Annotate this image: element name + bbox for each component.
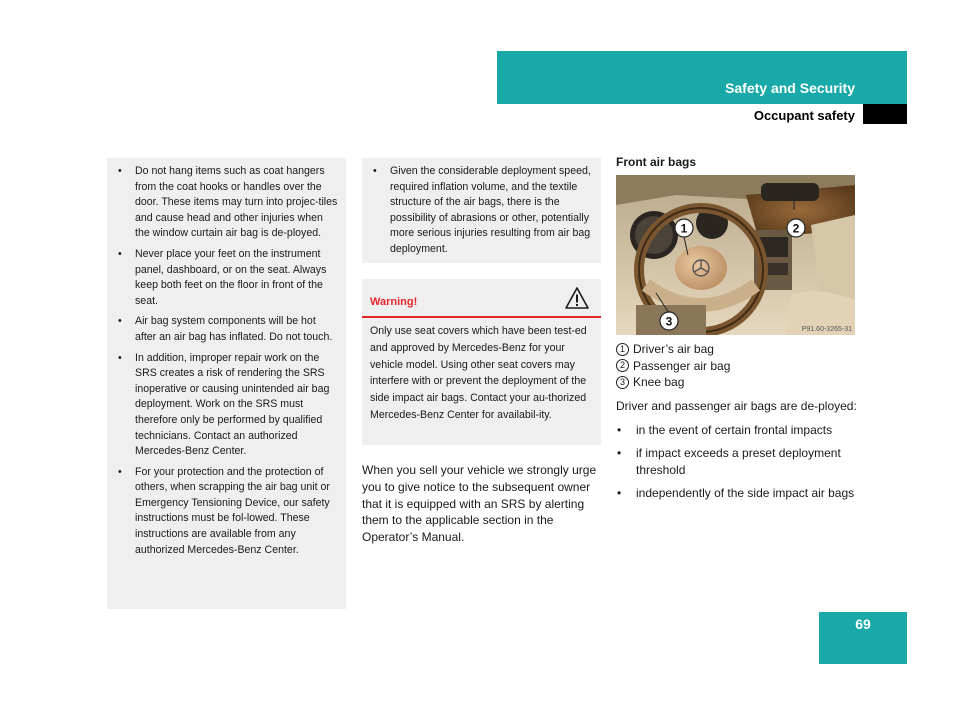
- resale-notice-paragraph: When you sell your vehicle we strongly urge you to give notice to the subsequent owner that it is equipped with an SRS by alerting them to the applicable section in the Operator’s Manual.: [362, 463, 597, 545]
- warning-label: Warning!: [370, 296, 418, 308]
- svg-text:1: 1: [680, 221, 688, 236]
- warning-box: [362, 279, 601, 445]
- svg-text:2: 2: [792, 221, 800, 236]
- warning-text: Only use seat covers which have been test-ed and approved by Mercedes-Benz for your vehicle model. Using other seat covers may interfere with or prevent the deployment of the side impact air bags. Contact your au-thorized Mercedes-Benz Center for availabil-ity.: [370, 325, 587, 421]
- figure-legend: [616, 341, 861, 391]
- callout-1: [675, 219, 693, 237]
- legend-item: [616, 341, 861, 358]
- front-airbags-section: [616, 155, 861, 509]
- legend-label: Passenger air bag: [633, 358, 731, 373]
- airbag-illustration: [616, 175, 855, 335]
- figure-code: P91.60-3265-31: [801, 326, 852, 333]
- legend-number: 1: [616, 343, 629, 356]
- dashboard-illustration: [616, 175, 855, 335]
- list-item: • In addition, improper repair work on the SRS creates a risk of rendering the SRS inoperative or causing unintended air bag deployment. Work on the SRS must therefore only be performed by qualified technicians. Contact an authorized Mercedes-Benz Center.: [117, 351, 338, 460]
- legend-label: Knee bag: [633, 375, 685, 390]
- legend-item: [616, 374, 861, 391]
- list-item: • Do not hang items such as coat hangers from the coat hooks or handles over the door. These items may turn into projec-tiles and cause head and other injuries when the window curtain air bag is de-ployed.: [117, 164, 338, 242]
- figure-title: Front air bags: [616, 155, 697, 169]
- svg-text:3: 3: [665, 314, 673, 329]
- safety-notes-box-1: [107, 158, 346, 609]
- header-band: [497, 51, 907, 104]
- page-number: 69: [855, 616, 871, 632]
- callout-2: [787, 219, 805, 237]
- list-item: • in the event of certain frontal impacts: [616, 422, 861, 439]
- safety-bullet-list-2: [372, 164, 593, 258]
- list-item: • independently of the side impact air bags: [616, 485, 861, 502]
- section-title: Safety and Security: [725, 80, 855, 96]
- page-number-box: [819, 612, 907, 664]
- safety-notes-box-2: [362, 158, 601, 263]
- legend-label: Driver’s air bag: [633, 342, 714, 356]
- warning-triangle-icon: [565, 286, 589, 310]
- warning-header: [362, 279, 601, 318]
- deployment-paragraph: Driver and passenger air bags are de-ployed:: [616, 398, 857, 413]
- callout-3: [660, 312, 678, 330]
- legend-number: 2: [616, 359, 629, 372]
- subsection-title: Occupant safety: [753, 108, 855, 123]
- list-item: • For your protection and the protection of others, when scrapping the air bag unit or Emergency Tensioning Device, our safety instructions must be fol-lowed. These instructions are available from any authorized Mercedes-Benz Center.: [117, 465, 338, 559]
- header-tab-marker: [863, 104, 907, 124]
- legend-number: 3: [616, 376, 629, 389]
- legend-item: [616, 358, 861, 375]
- list-item: • Never place your feet on the instrument panel, dashboard, or on the seat. Always keep both feet on the floor in front of the seat.: [117, 247, 338, 309]
- list-item: • Air bag system components will be hot after an air bag has inflated. Do not touch.: [117, 314, 338, 345]
- list-item: • if impact exceeds a preset deployment threshold: [616, 445, 861, 478]
- safety-bullet-list-1: [117, 164, 338, 558]
- list-item: • Given the considerable deployment speed, required inflation volume, and the textile structure of the air bags, there is the possibility of abrasions or other, potentially more serious injuries resulting from air bag deployment.: [372, 164, 593, 258]
- deployment-bullet-list: [616, 422, 861, 502]
